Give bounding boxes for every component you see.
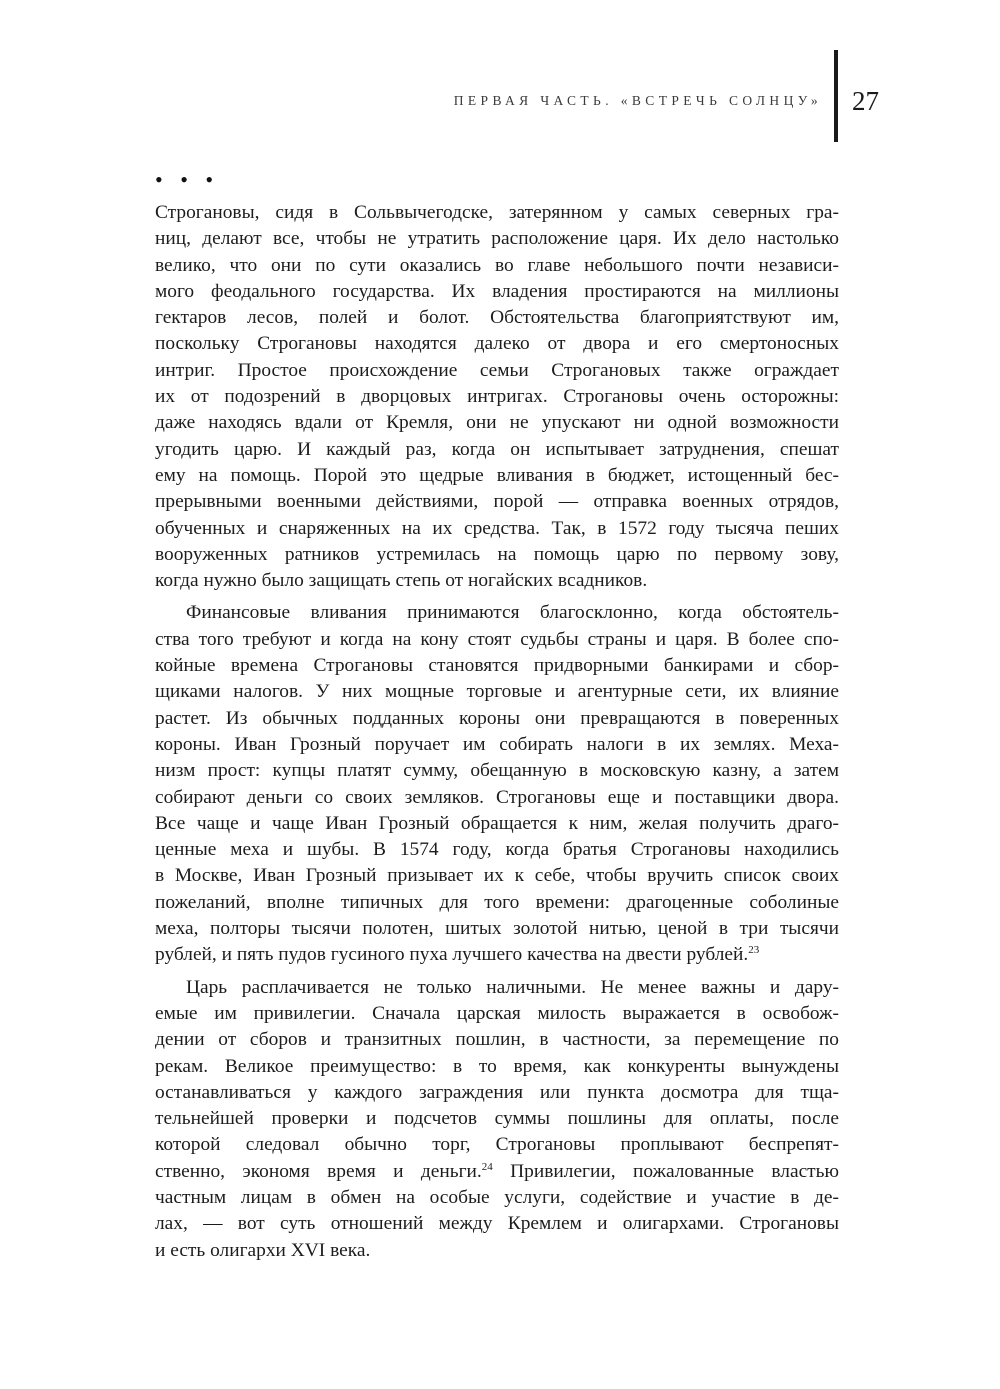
text-segment: рублей, и пять пудов гусиного пуха лучшего качества на двести рублей. [155, 944, 749, 966]
footnote-ref: 23 [748, 944, 760, 957]
text-line: лах, — вот суть отношений между Кремлем и олигархами. Строгановы [155, 1213, 839, 1235]
text-line: останавливаться у каждого заграждения или пункта досмотра для тща- [155, 1081, 839, 1103]
text-line: даже находясь вдали от Кремля, они не упускают ни одной возможности [155, 412, 839, 434]
text-line [155, 1159, 839, 1185]
text-line: велико, что они по сути оказались во главе небольшого почти независи- [155, 254, 839, 276]
paragraph-3 [155, 975, 839, 1264]
text-line: угодить царю. И каждый раз, когда он испытывает затруднения, спешат [155, 438, 839, 460]
text-line: их от подозрений в дворцовых интригах. Строгановы очень осторожны: [155, 386, 839, 408]
text-line: дении от сборов и транзитных пошлин, в частности, за перемещение по [155, 1029, 839, 1051]
text-line: вооруженных ратников устремилась на помощь царю по первому зову, [155, 543, 839, 565]
text-line [155, 942, 839, 968]
text-line: меха, полторы тысячи полотен, шитых золотой нитью, ценой в три тысячи [155, 918, 839, 940]
page-number: 27 [852, 86, 879, 116]
text-line: пожеланий, вполне типичных для того времени: драгоценные соболиные [155, 891, 839, 913]
text-line: которой следовал обычно торг, Строгановы проплывают беспрепят- [155, 1134, 839, 1156]
text-line: в Москве, Иван Грозный призывает их к себе, чтобы вручить список своих [155, 865, 839, 887]
text-line: низм прост: купцы платят сумму, обещанную в московскую казну, а затем [155, 760, 839, 782]
text-line: интриг. Простое происхождение семьи Строгановых также ограждает [155, 359, 839, 381]
text-line: обученных и снаряженных на их средства. Так, в 1572 году тысяча пеших [155, 517, 839, 539]
text-line: койные времена Строгановы становятся придворными банкирами и сбор- [155, 655, 839, 677]
running-head: ПЕРВАЯ ЧАСТЬ. «ВСТРЕЧЬ СОЛНЦУ» [453, 93, 822, 108]
text-line: ему на помощь. Порой это щедрые вливания в бюджет, истощенный бес- [155, 464, 839, 486]
text-line: тельнейшей проверки и подсчетов суммы пошлины для оплаты, после [155, 1108, 839, 1130]
text-line: ства того требуют и когда на кону стоят судьбы страны и царя. В более спо- [155, 628, 839, 650]
text-line: и есть олигархи XVI века. [155, 1239, 371, 1261]
text-line: собирают деньги со своих земляков. Строгановы еще и поставщики двора. [155, 786, 839, 808]
paragraph-1 [155, 200, 839, 594]
text-line: растет. Из обычных подданных короны они превращаются в поверенных [155, 707, 839, 729]
text-segment: ственно, экономя время и деньги. [155, 1160, 482, 1182]
text-segment: Привилегии, пожалованные властью [492, 1160, 839, 1182]
text-line: ниц, делают все, чтобы не утратить расположение царя. Их дело настолько [155, 228, 839, 250]
body-text [155, 200, 839, 1270]
text-line: Все чаще и чаще Иван Грозный обращается к ним, желая получить драго- [155, 812, 839, 834]
text-line: емые им привилегии. Сначала царская милость выражается в освобож- [155, 1002, 839, 1024]
text-line: мого феодального государства. Их владения простираются на миллионы [155, 280, 839, 302]
text-line: частным лицам в обмен на особые услуги, содействие и участие в де- [155, 1186, 839, 1208]
text-line: гектаров лесов, полей и болот. Обстоятельства благоприятствуют им, [155, 307, 839, 329]
text-line: когда нужно было защищать степь от ногайских всадников. [155, 570, 648, 592]
text-line: короны. Иван Грозный поручает им собирать налоги в их землях. Меха- [155, 733, 839, 755]
paragraph-2 [155, 600, 839, 968]
text-line: поскольку Строгановы находятся далеко от двора и его смертоносных [155, 333, 839, 355]
text-line: рекам. Великое преимущество: в то время, как конкуренты вынуждены [155, 1055, 839, 1077]
text-line: щиками налогов. У них мощные торговые и агентурные сети, их влияние [155, 681, 839, 703]
text-line: Финансовые вливания принимаются благосклонно, когда обстоятель- [186, 602, 839, 624]
text-line: прерывными военными действиями, порой — отправка военных отрядов, [155, 491, 839, 513]
section-ornament: • • • [155, 167, 220, 192]
header-rule [834, 50, 838, 142]
text-line: ценные меха и шубы. В 1574 году, когда братья Строгановы находились [155, 839, 839, 861]
footnote-ref: 24 [481, 1160, 493, 1173]
text-line: Строгановы, сидя в Сольвычегодске, затерянном у самых северных гра- [155, 202, 839, 223]
text-line: Царь расплачивается не только наличными. Не менее важны и дару- [186, 976, 839, 998]
